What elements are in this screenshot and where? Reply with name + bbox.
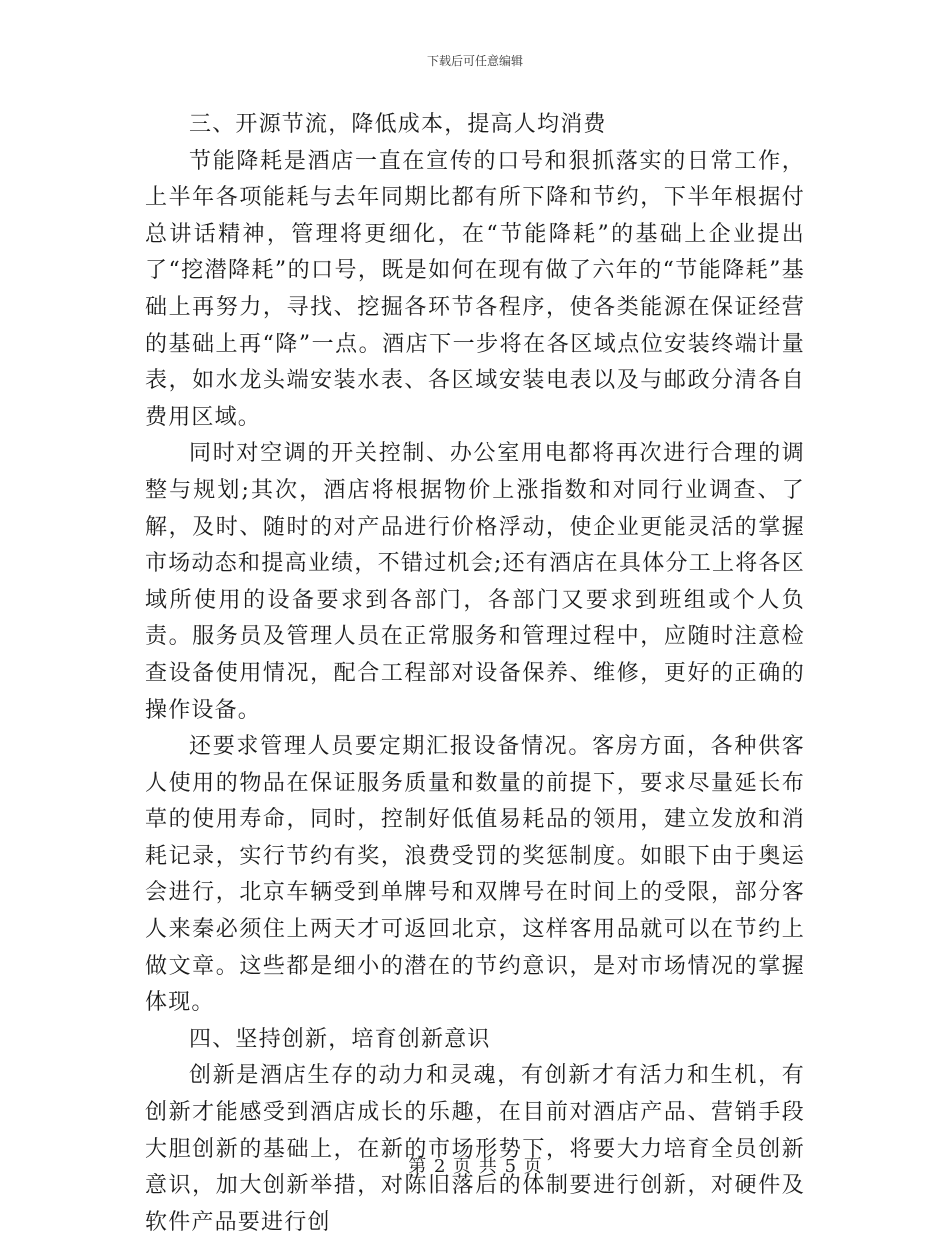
page-header-note: 下载后可任意编辑 xyxy=(426,54,523,68)
paragraph-energy-saving: 节能降耗是酒店一直在宣传的口号和狠抓落实的日常工作，上半年各项能耗与去年同期比都有所下降和节约，下半年根据付总讲话精神，管理将更细化，在“节能降耗”的基础上企业提出了“挖潜降耗”的口号，既是如何在现有做了六年的“节能降耗”基础上再努力，寻找、挖掘各环节各程序，使各类能源在保证经营的基础上再“降”一点。酒店下一步将在各区域点位安装终端计量表，如水龙头端安装水表、各区域安装电表以及与邮政分清各自费用区域。 xyxy=(145,148,805,430)
page-number-footer: 第 2 页 共 5 页 xyxy=(408,1156,542,1177)
paragraph-equipment-reporting: 还要求管理人员要定期汇报设备情况。客房方面，各种供客人使用的物品在保证服务质量和数量的前提下，要求尽量延长布草的使用寿命，同时，控制好低值易耗品的领用，建立发放和消耗记录，实行节约有奖，浪费受罚的奖惩制度。如眼下由于奥运会进行，北京车辆受到单牌号和双牌号在时间上的受限，部分客人来秦必须住上两天才可返回北京，这样客用品就可以在节约上做文章。这些都是细小的潜在的节约意识，是对市场情况的掌握体现。 xyxy=(145,734,805,1016)
section-heading-3: 三、开源节流，降低成本，提高人均消费 xyxy=(189,112,607,137)
section-heading-4: 四、坚持创新，培育创新意识 xyxy=(189,1026,491,1052)
paragraph-price-adjustment: 同时对空调的开关控制、办公室用电都将再次进行合理的调整与规划;其次，酒店将根据物价上涨指数和对同行业调查、了解，及时、随时的对产品进行价格浮动，使企业更能灵活的掌握市场动态和提高业绩，不错过机会;还有酒店在具体分工上将各区域所使用的设备要求到各部门，各部门又要求到班组或个人负责。服务员及管理人员在正常服务和管理过程中，应随时注意检查设备使用情况，配合工程部对设备保养、维修，更好的正确的操作设备。 xyxy=(145,441,805,723)
document-body xyxy=(145,107,805,1241)
paragraph-innovation: 创新是酒店生存的动力和灵魂，有创新才有活力和生机，有创新才能感受到酒店成长的乐趣，在目前对酒店产品、营销手段大胆创新的基础上，在新的市场形势下，将要大力培育全员创新意识，加大创新举措，对陈旧落后的体制要进行创新，对硬件及软件产品要进行创 xyxy=(145,1063,805,1235)
